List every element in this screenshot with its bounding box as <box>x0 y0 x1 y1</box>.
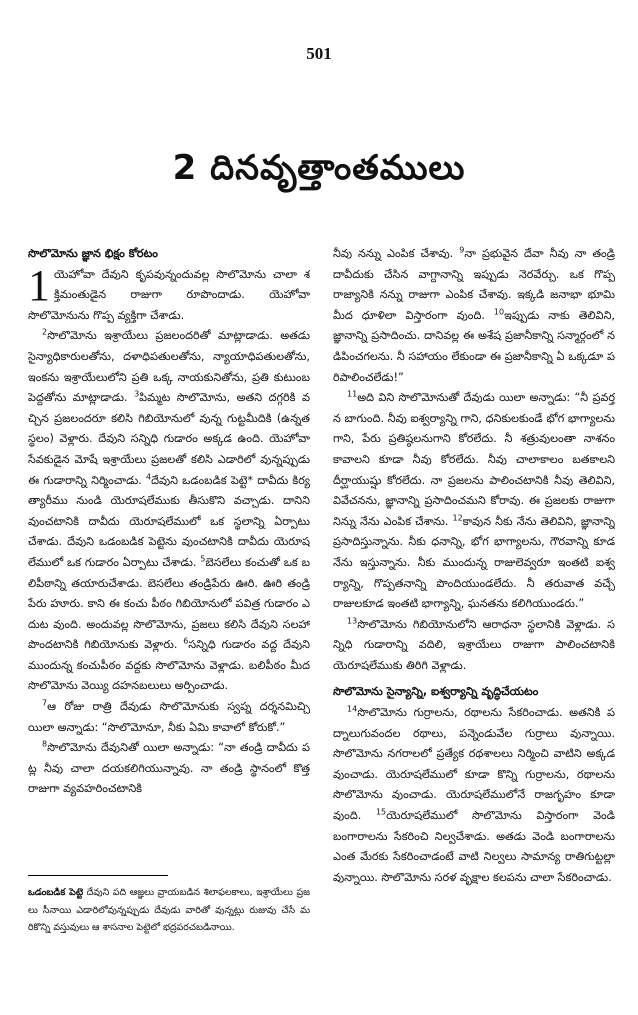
verse-number: 9 <box>459 245 465 255</box>
verse-text: సన్నిధి గుడారం వద్ద దేవుని ముందున్న కంచుపీఠం వద్దకు సొలొమోను వెళ్లాడు. బలిపీఠం మీద సొలొమోను వెయ్యి దహనబలులు అర్పించాడు. <box>28 638 310 693</box>
section-heading: సొలొమోను జ్ఞాన భిక్షం కోరటం <box>28 247 158 260</box>
verse-text: సొలొమోను గుర్రాలను, రథాలను సేకరించాడు. అతనికి పద్నాలుగువందల రథాలు, పన్నెండువేల గుర్రాలు వున్నాయి. సొలొమోను నగరాలలో ప్రత్యేక రథశాలలు నిర్మించి వాటిని అక్కడ వుంచాడు. యెరూషలేములో కూడా కొన్ని గుర్రాలను, రథాలను సొలొమోను వుంచాడు. యెరూషలేములోనే రాజగృహం కూడా వుంది. <box>333 706 615 823</box>
verse-number: 8 <box>42 739 48 749</box>
footnote-term: ఒడంబడిక పెట్టె <box>28 887 84 898</box>
verse-number: 12 <box>452 512 463 522</box>
footnote-divider <box>28 875 168 876</box>
verse-text: కావున నీకు నేను తెలివిని, జ్ఞానాన్ని ప్రసాదిస్తున్నాను. నీకు ధనాన్ని, భోగ భాగ్యాలను, గౌరవాన్ని కూడ నేను ఇస్తున్నాను. నీకు ముందున్న రాజులెవ్వరూ ఇంతటి ఐశ్వర్యాన్ని, గొప్పతనాన్ని పొందియుండలేదు. నీ తరువాత వచ్చే రాజులకూడ ఇంతటి భాగ్యాన్ని, ఘనతను కలిగియుండరు.” <box>333 514 615 611</box>
verse-14 <box>333 703 615 888</box>
verse-9 <box>333 244 615 388</box>
verse-13 <box>333 615 615 677</box>
verse-7 <box>28 697 310 738</box>
verse-number: 4 <box>145 471 152 481</box>
page-number: 501 <box>306 44 332 63</box>
verse-text: సొలొమోను ఇశ్రాయేలు ప్రజలందరితో మాట్లాడాడు. అతడు సైన్యాధికారులతోను, దళాధిపతులతోను, న్యాయాధిపతులతోను, ఇంకను ఇశ్రాయేలులోని ప్రతి ఒక్క నాయకునితోను, ప్రతి కుటుంబ పెద్దతోను మాట్లాడాడు. <box>28 329 310 405</box>
verse-number: 5 <box>200 554 206 564</box>
verse-number: 11 <box>347 389 358 399</box>
verse-2 <box>28 326 310 697</box>
verse-number: 13 <box>347 615 358 625</box>
verse-text: నా ప్రభువైన దేవా నీవు నా తండ్రి దావీదుకు చేసిన వాగ్దానాన్ని ఇప్పుడు నెరవేర్చు. ఒక గొప్ప రాజ్యానికి నన్ను రాజుగా ఎంపిక చేశావు. ఇక్కడి జనాభా భూమి మీద ధూళిలా విస్తారంగా వుంది. <box>333 247 615 322</box>
right-column <box>333 244 615 989</box>
verse-number: 3 <box>134 389 140 399</box>
verse-8 <box>28 738 310 800</box>
footnote-text: దేవుని పది ఆజ్ఞలు వ్రాయబడిన శిలాఫలకాలు, ఇశ్రాయేలు ప్రజలు సీనాయి ఎడారిలోవున్నప్పుడు దేవుడు వారితో వున్నట్లు రుజువు చేసే మరికొన్ని వస్తువులు ఆ శాసనాల పెట్టెలో భద్రపరచబడినాయి. <box>28 887 310 934</box>
verse-text: సొలొమోను దేవునితో యిలా అన్నాడు: “నా తండ్రి దావీదు పట్ల నీవు చాలా దయకలిగియున్నావు. నా తండ్రి స్థానంలో కొత్త రాజుగా వ్యవహరించటానికి <box>28 741 310 796</box>
footnote <box>28 884 310 1004</box>
verse-text: సొలొమోను గిబియోనులోని ఆరాధనా స్థలానికి వెళ్లాడు. సన్నిధి గుడారాన్ని వదిలి, ఇశ్రాయేలు రాజుగా పాలించటానికి యెరూషలేముకు తిరిగి వెళ్లాడు. <box>333 617 615 672</box>
verse-1 <box>28 260 310 327</box>
verse-11 <box>333 388 615 615</box>
verse-number: 15 <box>375 807 387 817</box>
verse-text: ఇప్పుడు నాకు తెలివిని, జ్ఞానాన్ని ప్రసాదించు. దానివల్ల ఈ అశేష ప్రజానీకాన్ని సన్మార్గంలో నడిపించగలను. నీ సహాయం లేకుండా ఈ ప్రజానీకాన్ని ఏ ఒక్కడూ పరిపాలించలేడు!” <box>333 308 615 384</box>
verse-number: 14 <box>347 704 358 714</box>
verse-text: నీవు నన్ను ఎంపిక చేశావు. <box>333 247 454 260</box>
verse-text: దేవుని ఒడంబడిక పెట్టె* దావీదు కిర్యత్యారీము నుండి యెరూషలేముకు తీసుకొని వచ్చాడు. దానిని వుంచటానికి దావీదు యెరూషలేములో ఒక స్థలాన్ని ఏర్పాటు చేశాడు. దేవుని ఒడంబడిక పెట్టెను వుంచటానికి దావీదు యెరూషలేములో ఒక గుడారం ఏర్పాటు చేశాడు. <box>28 473 310 569</box>
verse-text: బెసలేలు కంచుతో ఒక బలిపీఠాన్ని తయారుచేశాడు. బెసలేలు తండ్రిపేరు ఊరి. ఊరి తండ్రి పేరు హూరు. కాని ఈ కంచు పీఠం గిబియోనులో పవిత్ర గుడారం ఎదుట వుంది. అందువల్ల సొలొమోను, ప్రజలు కలిసి దేవుని సలహా పొందటానికి గిబియోనుకు వెళ్లారు. <box>28 555 310 652</box>
verse-text: ఆ రోజు రాత్రి దేవుడు సొలొమోనుకు స్వప్న దర్శనమిచ్చి యిలా అన్నాడు: “సొలొమోనూ, నీకు ఏమి కావాలో కోరుకో.” <box>28 700 310 734</box>
verse-number: 6 <box>183 636 189 646</box>
verse-text: యెరూషలేములో సొలొమోను విస్తారంగా వెండి బంగారాలను సేకరించి నిల్వచేశాడు. అతడు వెండి బంగారాలను ఎంత మేరకు సేకరించాడంటే వాటి నిల్వలు సామాన్య రాతిగుట్టల్లా వున్నాయి. సొలొమోను సరళ వృక్షాల కలపను చాలా సేకరించాడు. <box>333 809 615 884</box>
verse-number: 2 <box>42 327 48 337</box>
verse-number: 7 <box>42 698 48 708</box>
verse-text: యెహోవా దేవుని కృపవున్నందువల్ల సొలొమోను చాలా శక్తిమంతుడైన రాజుగా రూపొందాడు. యెహోవా సొలొమోనును గొప్ప వ్యక్తిగా చేశాడు. <box>28 267 310 322</box>
verse-text: పిమ్మట సొలొమోను, అతని దగ్గరికి వచ్చిన ప్రజలందరూ కలిసి గిబియోనులో వున్న గుట్టమీదికి (ఉన్నత స్థలం) వెళ్లారు. దేవుని సన్నిధి గుడారం అక్కడ ఉంది. యెహోవా సేవకుడైన మోషే ఇశ్రాయేలు ప్రజలతో కలిసి ఎడారిలో వున్నప్పుడు ఈ గుడారాన్ని నిర్మించాడు. <box>28 391 310 487</box>
verse-text: అది విని సొలొమోనుతో దేవుడు యిలా అన్నాడు: “నీ ప్రవర్తన బాగుంది. నీవు ఐశ్వర్యాన్ని గాని, ధనికులకుండే భోగ భాగ్యాలను గాని, పేరు ప్రతిష్ఠలనుగాని కోరలేదు. నీ శత్రువులంతా నాశనం కావాలని కూడా నీవు కోరలేదు. నీవు చాలాకాలం బతకాలని దీర్ఘాయుష్షు కోరలేదు. నా ప్రజలను పాలించటానికి నీవు తెలివిని, వివేచనను, జ్ఞానాన్ని ప్రసాదించమని కోరావు. ఈ ప్రజలకు రాజుగా నిన్ను నేను ఎంపిక చేశాను. <box>333 391 615 528</box>
chapter-number: 1 <box>28 260 50 310</box>
verse-number: 10 <box>493 307 505 317</box>
section-heading: సొలొమోను సైన్యాన్ని, ఐశ్వర్యాన్ని వృద్ధిచేయటం <box>333 685 539 699</box>
book-title: 2 దినవృత్తాంతములు <box>172 148 466 188</box>
